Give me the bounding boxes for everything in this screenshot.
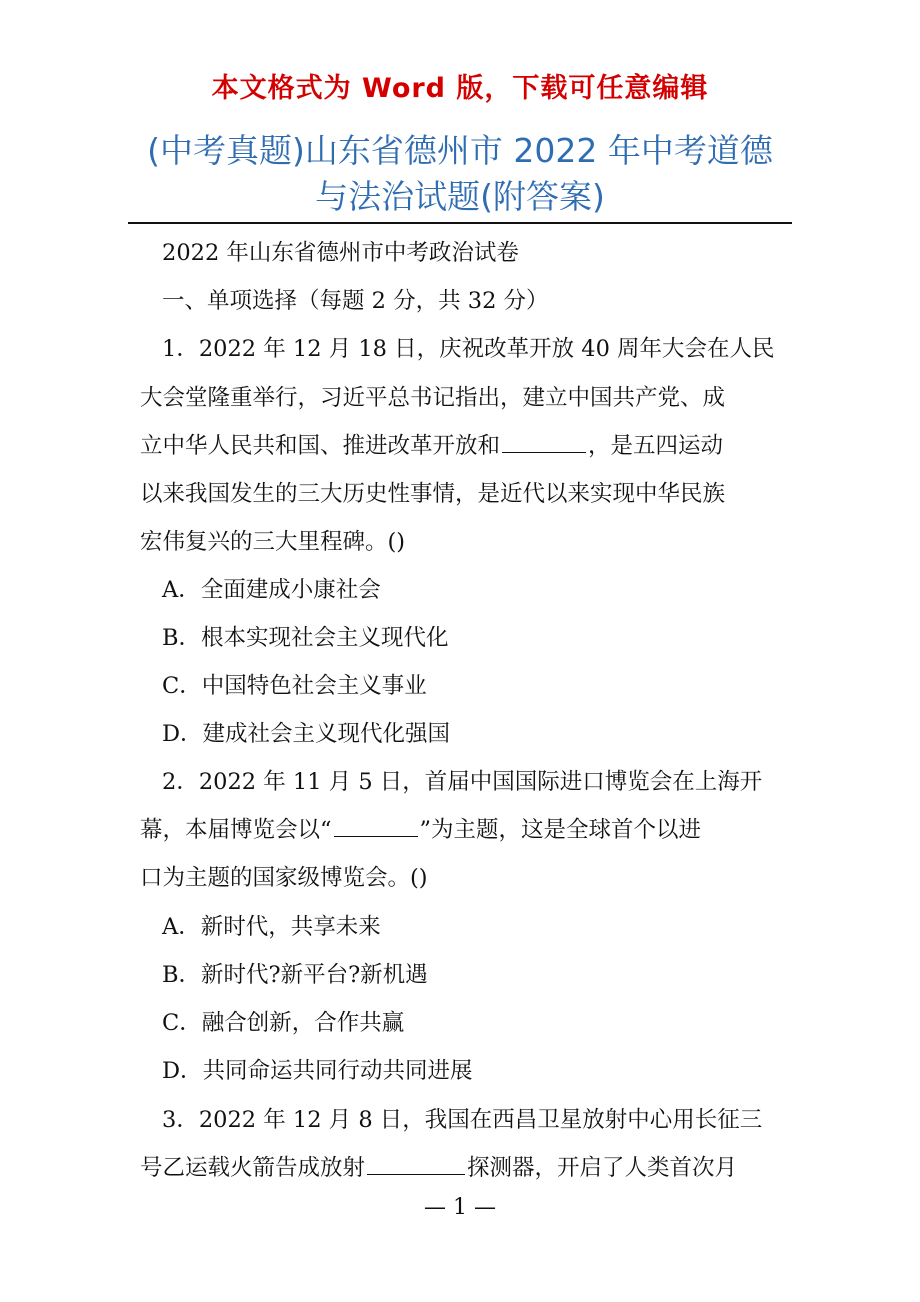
download-notice: 本文格式为 Word 版，下载可任意编辑 — [211, 73, 709, 104]
q3-line-2-text: 号乙运载火箭告成放射 — [140, 1155, 366, 1181]
document-title-line-2: 与法治试题(附答案) — [315, 177, 605, 216]
q1-answer-blank — [502, 430, 586, 453]
q1-line-5: 宏伟复兴的三大里程碑。() — [140, 529, 406, 555]
q2-answer-blank — [334, 814, 418, 837]
q1-option-a: A．全面建成小康社会 — [162, 577, 381, 603]
q1-option-d: D．建成社会主义现代化强国 — [162, 721, 451, 747]
q2-line-2 — [140, 814, 785, 846]
q2-option-d: D．共同命运共同行动共同进展 — [162, 1058, 473, 1084]
q1-option-c: C．中国特色社会主义事业 — [162, 673, 427, 699]
q2-line-3: 口为主题的国家级博览会。() — [140, 865, 428, 891]
q3-line-2-tail: 探测器，开启了人类首次月 — [467, 1155, 738, 1181]
q2-option-c: C．融合创新，合作共赢 — [162, 1010, 405, 1036]
q3-line-2 — [140, 1152, 785, 1184]
exam-title: 2022 年山东省德州市中考政治试卷 — [162, 240, 519, 266]
q1-line-2: 大会堂隆重举行，习近平总书记指出，建立中国共产党、成 — [140, 385, 726, 411]
q2-line-2-text: 幕，本届博览会以“ — [140, 817, 332, 843]
document-title-line-1: (中考真题)山东省德州市 2022 年中考道德 — [147, 131, 773, 170]
q1-line-3-text: 立中华人民共和国、推进改革开放和 — [140, 433, 501, 459]
q2-line-1: 2．2022 年 11 月 5 日，首届中国国际进口博览会在上海开 — [162, 769, 763, 795]
page-number: — 1 — — [424, 1195, 496, 1220]
section-heading: 一、单项选择（每题 2 分，共 32 分） — [162, 288, 549, 314]
q1-line-3 — [140, 430, 785, 462]
title-divider — [128, 222, 792, 224]
q1-line-4: 以来我国发生的三大历史性事情，是近代以来实现中华民族 — [140, 481, 726, 507]
q3-line-1: 3．2022 年 12 月 8 日，我国在西昌卫星放射中心用长征三 — [162, 1107, 763, 1133]
q2-line-2-tail: ”为主题，这是全球首个以进 — [419, 817, 702, 843]
q1-line-1: 1．2022 年 12 月 18 日，庆祝改革开放 40 周年大会在人民 — [162, 336, 775, 362]
q3-answer-blank — [367, 1152, 465, 1175]
q1-line-3-tail: ，是五四运动 — [588, 433, 724, 459]
q2-option-b: B．新时代?新平台?新机遇 — [162, 962, 428, 988]
q2-option-a: A．新时代，共享未来 — [162, 914, 381, 940]
q1-option-b: B．根本实现社会主义现代化 — [162, 625, 449, 651]
